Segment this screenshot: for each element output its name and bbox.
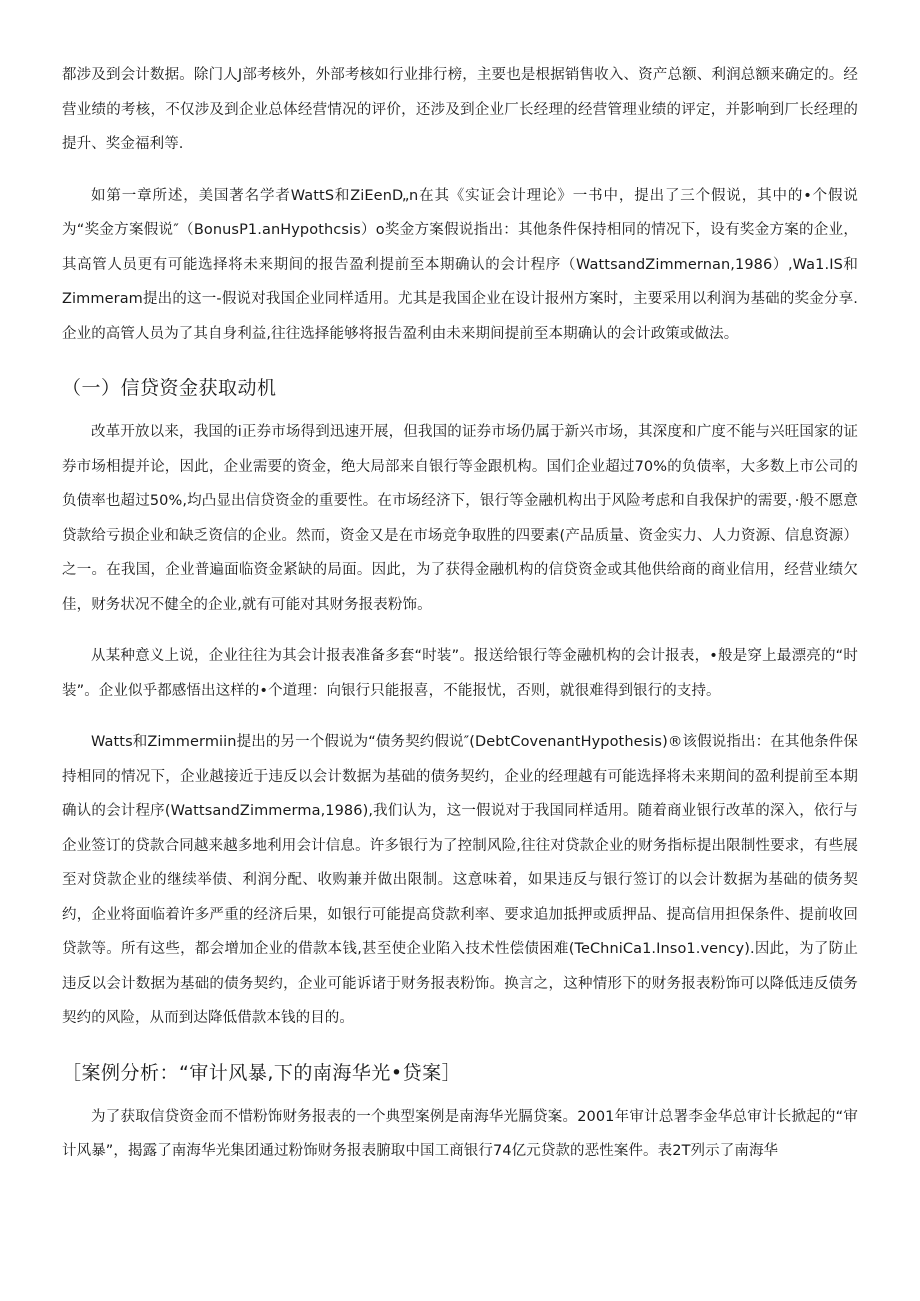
paragraph-5: Watts和Zimmermiin提出的另一个假说为“债务契约假说″(DebtCovenantHypothesis)®该假说指出：在其他条件保持相同的情况下，企业越接近于违反以会计数据为基础的债务契约，企业的经理越有可能选择将未来期间的盈利提前至本期确认的会计程序(WattsandZimmerma,1986),我们认为，这一假说对于我国同样适用。随着商业银行改革的深入，依行与企业签订的贷款合同越来越多地利用会计信息。许多银行为了控制风险,往往对贷款企业的财务指标提出限制性要求，有些展至对贷款企业的继续举债、利润分配、收购兼并做出限制。这意味着，如果违反与银行签订的以会计数据为基础的债务契约，企业将面临着许多严重的经济后果，如银行可能提高贷款利率、要求追加抵押或质押品、提高信用担保条件、提前收回贷款等。所有这些，都会增加企业的借款本钱,甚至使企业陷入技术性偿债困难(TeChniCa1.Inso1.vency).因此，为了防止违反以会计数据为基础的债务契约，企业可能诉诸于财务报表粉饰。换言之，这种情形下的财务报表粉饰可以降低违反债务契约的风险，从而到达降低借款本钱的目的。 [62, 734, 858, 1026]
paragraph-4: 从某种意义上说，企业往往为其会计报表准备多套“时装”。报送给银行等金融机构的会计报表，•般是穿上最漂亮的“时装”。企业似乎都感悟出这样的•个道理：向银行只能报喜，不能报忧，否则，就很难得到银行的支持。 [62, 648, 858, 699]
paragraph-1: 都涉及到会计数据。除门人J部考核外，外部考核如行业排行榜，主要也是根据销售收入、资产总额、利润总额来确定的。经营业绩的考核，不仅涉及到企业总体经营情况的评价，还涉及到企业厂长经理的经营管理业绩的评定，并影响到厂长经理的提升、奖金福利等. [62, 67, 858, 152]
section-heading-credit-motive: （一）信贷资金获取动机 [62, 377, 277, 399]
paragraph-6: 为了获取信贷资金而不惜粉饰财务报表的一个典型案例是南海华光膈贷案。2001年审计总署李金华总审计长掀起的“审计风暴”，揭露了南海华光集团通过粉饰财务报表腑取中国工商银行74亿元贷款的恶性案件。表2T列示了南海华 [62, 1108, 858, 1159]
paragraph-3: 改革开放以来，我国的i正券市场得到迅速开展，但我国的证券市场仍属于新兴市场，其深度和广度不能与兴旺国家的证券市场相提并论，因此，企业需要的资金，绝大局部来自银行等金跟机构。国们企业超过70%的负债率，大多数上市公司的负债率也超过50%,均凸显出信贷资金的重要性。在市场经济下，银行等金融机构出于风险考虑和自我保护的需要，·般不愿意贷款给亏损企业和缺乏资信的企业。然而，资金又是在市场竞争取胜的四要素(产品质量、资金实力、人力资源、信息资源）之一。在我国，企业普遍面临资金紧缺的局面。因此，为了获得金融机构的信贷资金或其他供给商的商业信用，经营业绩欠佳，财务状况不健全的企业,就有可能对其财务报表粉饰。 [62, 424, 858, 613]
section-heading-case-analysis: ［案例分析：“审计风暴,下的南海华光•贷案］ [62, 1061, 462, 1084]
paragraph-2: 如第一章所述，美国著名学者WattS和ZiEenD„n在其《实证会计理论》一书中，提出了三个假说，其中的•个假说为“奖金方案假说″（BonusP1.anHypothcsis）o奖金方案假说指出：其他条件保持相同的情况下，设有奖金方案的企业，其高管人员更有可能选择将未来期间的报告盈利提前至本期确认的会计程序（WattsandZimmernan,1986）,Wa1.IS和Zimmeram提出的这一-假说对我国企业同样适用。尤其是我国企业在设计报州方案时，主要采用以利润为基础的奖金分享.企业的高管人员为了其自身利益,往往选择能够将报告盈利由未来期间提前至本期确认的会计政策或做法。 [62, 187, 858, 342]
